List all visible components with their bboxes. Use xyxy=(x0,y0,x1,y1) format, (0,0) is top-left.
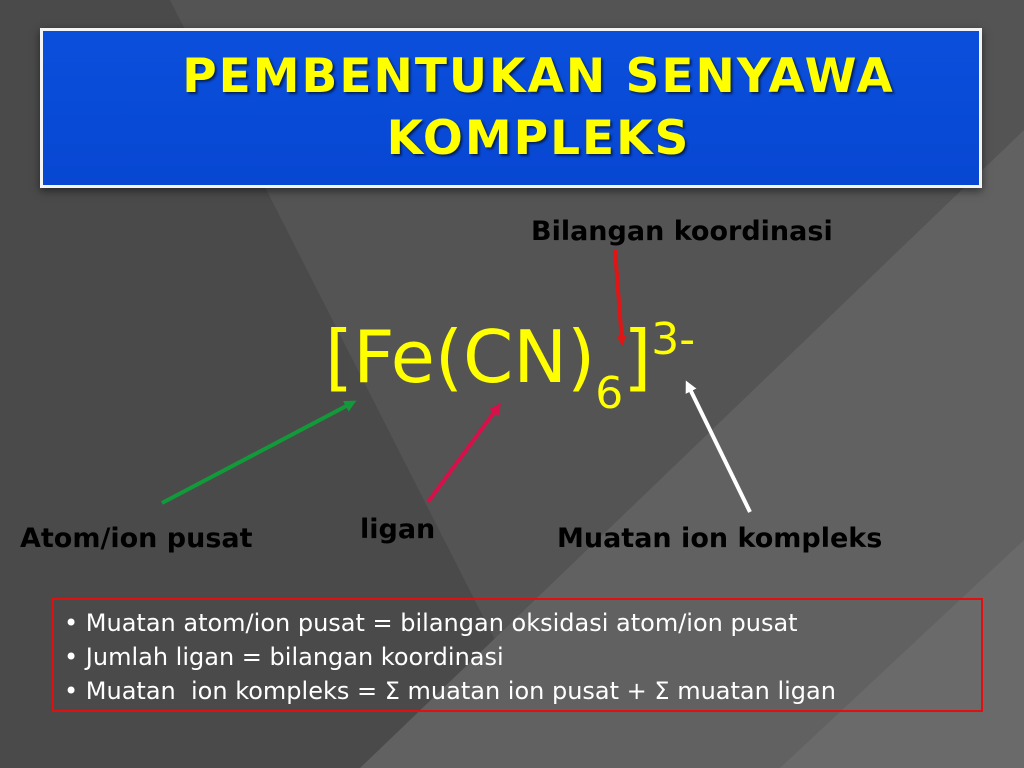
arrow-central-atom xyxy=(162,403,352,503)
label-central-atom: Atom/ion pusat xyxy=(20,523,253,554)
arrow-ligand xyxy=(428,407,498,502)
note-text: Jumlah ligan = bilangan koordinasi xyxy=(85,643,504,671)
label-ligand: ligan xyxy=(360,514,436,545)
label-complex-charge: Muatan ion kompleks xyxy=(557,523,883,554)
note-item xyxy=(64,606,981,640)
bullet: • xyxy=(64,609,79,637)
bullet: • xyxy=(64,677,79,705)
note-text: Muatan atom/ion pusat = bilangan oksidasi atom/ion pusat xyxy=(85,609,798,637)
label-coordination-number: Bilangan koordinasi xyxy=(531,216,833,247)
title-line-1: PEMBENTUKAN SENYAWA xyxy=(182,49,895,104)
note-item xyxy=(64,640,981,674)
formula-subscript: 6 xyxy=(595,368,624,419)
formula-superscript: 3- xyxy=(651,314,696,365)
notes-box xyxy=(52,598,983,712)
formula-close-bracket: ] xyxy=(623,315,652,399)
arrow-complex-charge xyxy=(688,385,750,512)
title-line-2: KOMPLEKS xyxy=(386,111,691,166)
note-text: Muatan ion kompleks = Σ muatan ion pusat + Σ muatan ligan xyxy=(85,677,836,705)
note-item xyxy=(64,674,981,708)
arrow-coordination-number xyxy=(615,250,622,342)
bullet: • xyxy=(64,643,79,671)
formula-main: [Fe(CN) xyxy=(325,315,596,399)
notes-list xyxy=(64,606,981,708)
